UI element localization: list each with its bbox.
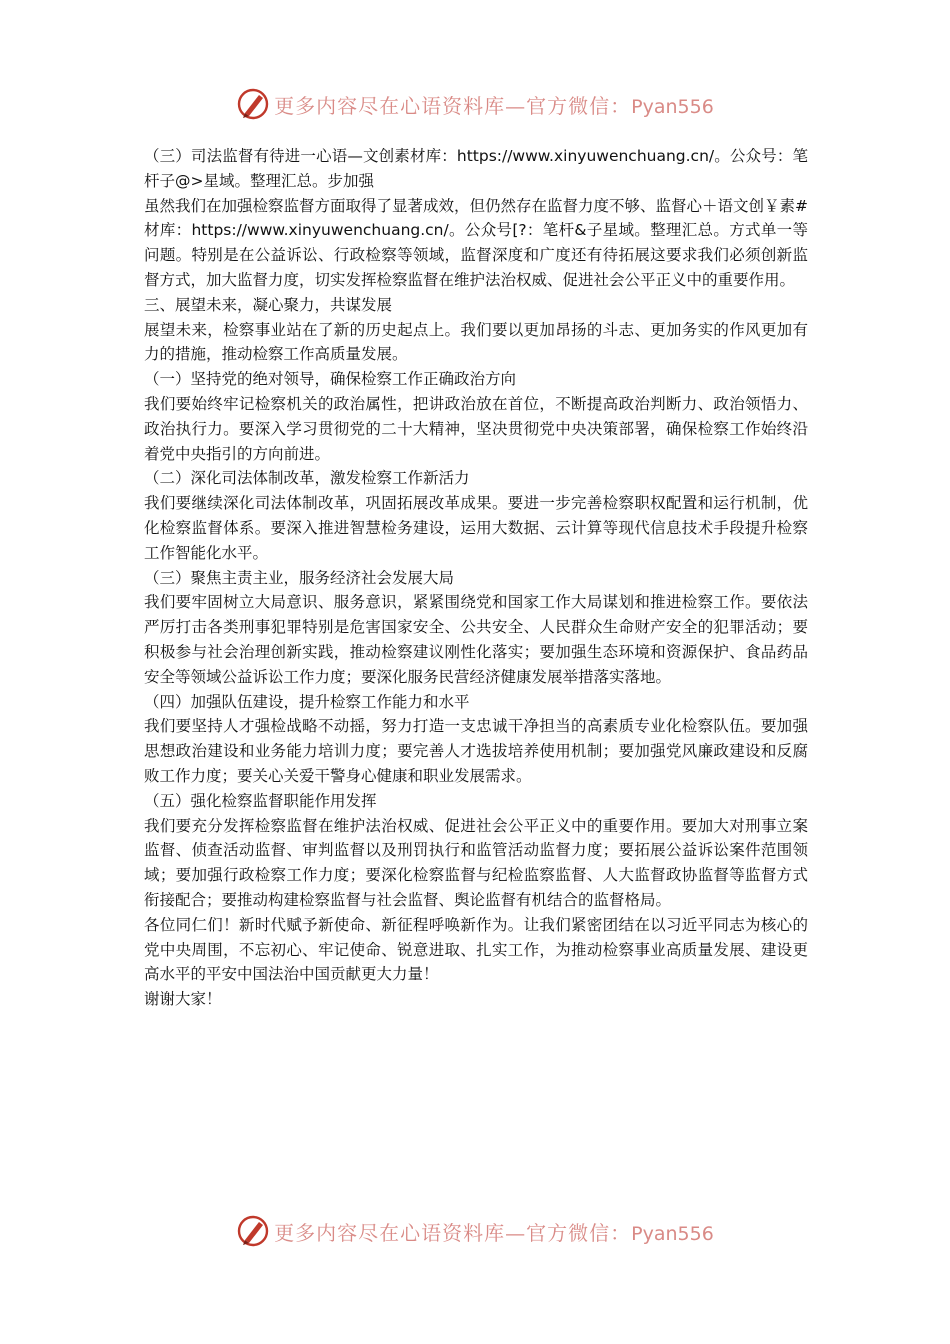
paragraph: 谢谢大家！ <box>144 990 222 1009</box>
subsection-heading: （二）深化司法体制改革，激发检察工作新活力 <box>144 469 470 488</box>
paragraph: 各位同仁们！新时代赋予新使命、新征程呼唤新作为。让我们紧密团结在以习近平同志为核心的党中央周围，不忘初心、牢记使命、锐意进取、扎实工作，为推动检察事业高质量发展、建设更高水平的平安中国法治中国贡献更大力量！ <box>144 915 808 984</box>
paragraph: 展望未来，检察事业站在了新的历史起点上。我们要以更加昂扬的斗志、更加务实的作风更加有力的措施，推动检察工作高质量发展。 <box>144 320 808 364</box>
wechat-handle: Pyan556 <box>631 95 714 118</box>
subsection-heading: （五）强化检察监督职能作用发挥 <box>144 791 377 810</box>
paragraph: 我们要充分发挥检察监督在维护法治权威、促进社会公平正义中的重要作用。要加大对刑事立案监督、侦查活动监督、审判监督以及刑罚执行和监管活动监督力度；要拓展公益诉讼案件范围领域；要加强行政检察工作力度；要深化检察监督与纪检监察监督、人大监督政协监督等监督方式衔接配合；要推动构建检察监督与社会监督、舆论监督有机结合的监督格局。 <box>144 816 808 909</box>
footer-banner <box>0 1211 950 1251</box>
subsection-heading: （三）聚焦主责主业，服务经济社会发展大局 <box>144 568 455 587</box>
paragraph: 我们要牢固树立大局意识、服务意识，紧紧围绕党和国家工作大局谋划和推进检察工作。要依法严厉打击各类刑事犯罪特别是危害国家安全、公共安全、人民群众生命财产安全的犯罪活动；要积极参与社会治理创新实践，推动检察建议刚性化落实；要加强生态环境和资源保护、食品药品安全等领域公益诉讼工作力度；要深化服务民营经济健康发展举措落实落地。 <box>144 593 808 686</box>
paragraph: 我们要始终牢记检察机关的政治属性，把讲政治放在首位，不断提高政治判断力、政治领悟力、政治执行力。要深入学习贯彻党的二十大精神，坚决贯彻党中央决策部署，确保检察工作始终沿着党中央指引的方向前进。 <box>144 394 808 463</box>
document-body <box>144 144 808 1012</box>
subsection-heading: （四）加强队伍建设，提升检察工作能力和水平 <box>144 692 470 711</box>
pen-logo-icon <box>236 1214 270 1248</box>
paragraph: 我们要继续深化司法体制改革，巩固拓展改革成果。要进一步完善检察职权配置和运行机制，优化检察监督体系。要深入推进智慧检务建设，运用大数据、云计算等现代信息技术手段提升检察工作智能化水平。 <box>144 494 808 562</box>
banner-text: 更多内容尽在心语资料库—官方微信：Pyan556 <box>274 1220 714 1245</box>
pen-logo-icon <box>236 87 270 121</box>
section-heading: 三、展望未来，凝心聚力，共谋发展 <box>144 295 393 314</box>
subsection-heading: （一）坚持党的绝对领导，确保检察工作正确政治方向 <box>144 370 517 389</box>
header-banner <box>0 84 950 124</box>
paragraph: （三）司法监督有待进一心语—文创素材库：https://www.xinyuwenchuang.cn/。公众号：笔杆子@>星域。整理汇总。步加强 <box>144 147 808 190</box>
banner-text: 更多内容尽在心语资料库—官方微信：Pyan556 <box>274 93 714 118</box>
paragraph: 虽然我们在加强检察监督方面取得了显著成效，但仍然存在监督力度不够、监督心＋语文创￥素#材库：https://www.xinyuwenchuang.cn/。公众号[?：笔杆&子星域。整理汇总。方式单一等问题。特别是在公益诉讼、行政检察等领域，监督深度和广度还有待拓展这要求我们必须创新监督方式，加大监督力度，切实发挥检察监督在维护法治权威、促进社会公平正义中的重要作用。 <box>144 196 808 289</box>
paragraph: 我们要坚持人才强检战略不动摇，努力打造一支忠诚干净担当的高素质专业化检察队伍。要加强思想政治建设和业务能力培训力度；要完善人才选拔培养使用机制；要加强党风廉政建设和反腐败工作力度；要关心关爱干警身心健康和职业发展需求。 <box>144 717 808 785</box>
wechat-handle: Pyan556 <box>631 1222 714 1245</box>
